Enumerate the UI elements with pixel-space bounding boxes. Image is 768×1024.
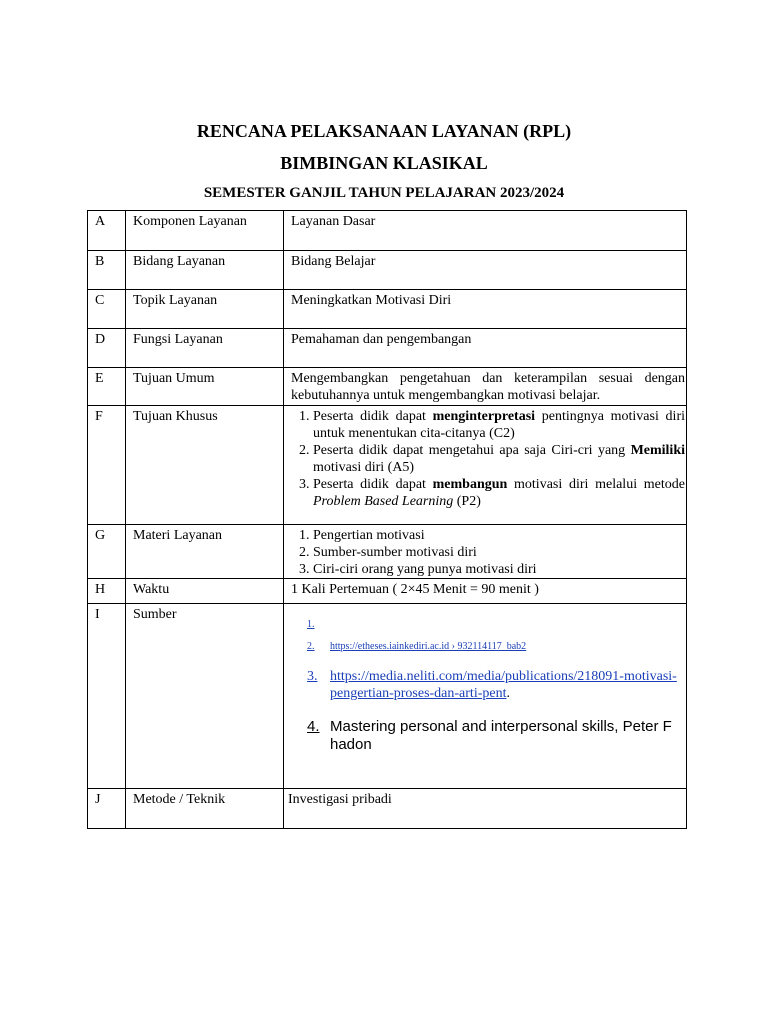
source-item: 2. https://etheses.iainkediri.ac.id › 932114117_bab2	[307, 641, 527, 652]
objectives-list	[291, 408, 685, 510]
row-label: Komponen Layanan	[126, 211, 284, 251]
table-row	[88, 789, 687, 829]
list-item: 2. Peserta didik dapat mengetahui apa saja Ciri-cri yang Memiliki motivasi diri (A5)	[313, 442, 685, 476]
row-label: Tujuan Umum	[126, 368, 284, 406]
sources-cell	[284, 604, 687, 789]
list-item: 1. Peserta didik dapat menginterpretasi pentingnya motivasi diri untuk menentukan cita-citanya (C2)	[313, 408, 685, 442]
row-label: Metode / Teknik	[126, 789, 284, 829]
source-link[interactable]: https://media.neliti.com/media/publications/218091-motivasi-pengertian-proses-dan-arti-pent	[330, 669, 677, 701]
row-label: Bidang Layanan	[126, 251, 284, 290]
row-code: A	[88, 211, 126, 251]
row-code: I	[88, 604, 126, 789]
row-label: Fungsi Layanan	[126, 329, 284, 368]
objectives-cell	[284, 406, 687, 525]
document-subtitle: BIMBINGAN KLASIKAL	[280, 153, 488, 173]
row-label: Sumber	[126, 604, 284, 789]
source-text: Mastering personal and interpersonal skills, Peter F hadon	[330, 718, 672, 753]
row-code: E	[88, 368, 126, 406]
row-label: Waktu	[126, 579, 284, 604]
table-row	[88, 251, 687, 290]
materials-list	[291, 527, 680, 578]
source-link[interactable]: https://etheses.iainkediri.ac.id › 932114117_bab2	[330, 641, 527, 652]
table-row	[88, 579, 687, 604]
row-code: H	[88, 579, 126, 604]
row-label: Materi Layanan	[126, 525, 284, 579]
row-code: F	[88, 406, 126, 525]
table-row	[88, 406, 687, 525]
source-item: 4. Mastering personal and interpersonal skills, Peter F hadon	[307, 718, 672, 753]
row-code: C	[88, 290, 126, 329]
rpl-table	[87, 210, 687, 829]
row-label: Topik Layanan	[126, 290, 284, 329]
table-row	[88, 368, 687, 406]
row-value: 1 Kali Pertemuan ( 2×45 Menit = 90 menit )	[284, 579, 687, 604]
document-title: RENCANA PELAKSANAAN LAYANAN (RPL)	[196, 121, 572, 141]
row-label: Tujuan Khusus	[126, 406, 284, 525]
list-item: 3. Peserta didik dapat membangun motivasi diri melalui metode Problem Based Learning (P2)	[313, 476, 685, 510]
source-item: 3. https://media.neliti.com/media/publications/218091-motivasi-pengertian-proses-dan-arti-pent.	[307, 669, 677, 701]
table-row	[88, 290, 687, 329]
row-value: Investigasi pribadi	[284, 789, 687, 829]
sources-list	[291, 618, 680, 754]
source-item: 1.	[307, 619, 315, 630]
row-value: Pemahaman dan pengembangan	[284, 329, 687, 368]
row-value: Mengembangkan pengetahuan dan keterampilan sesuai dengan kebutuhannya untuk mengembangkan motivasi belajar.	[284, 368, 687, 406]
table-row	[88, 329, 687, 368]
row-code: D	[88, 329, 126, 368]
list-item: 1. Pengertian motivasi	[313, 527, 680, 544]
semester-heading: SEMESTER GANJIL TAHUN PELAJARAN 2023/2024	[203, 185, 565, 201]
table-row	[88, 211, 687, 251]
row-value: Layanan Dasar	[284, 211, 687, 251]
row-value: Bidang Belajar	[284, 251, 687, 290]
list-item: 2. Sumber-sumber motivasi diri	[313, 544, 680, 561]
materials-cell	[284, 525, 687, 579]
row-value: Meningkatkan Motivasi Diri	[284, 290, 687, 329]
table-row	[88, 604, 687, 789]
list-item: 3. Ciri-ciri orang yang punya motivasi diri	[313, 561, 680, 578]
row-code: G	[88, 525, 126, 579]
table-row	[88, 525, 687, 579]
row-code: B	[88, 251, 126, 290]
row-code: J	[88, 789, 126, 829]
